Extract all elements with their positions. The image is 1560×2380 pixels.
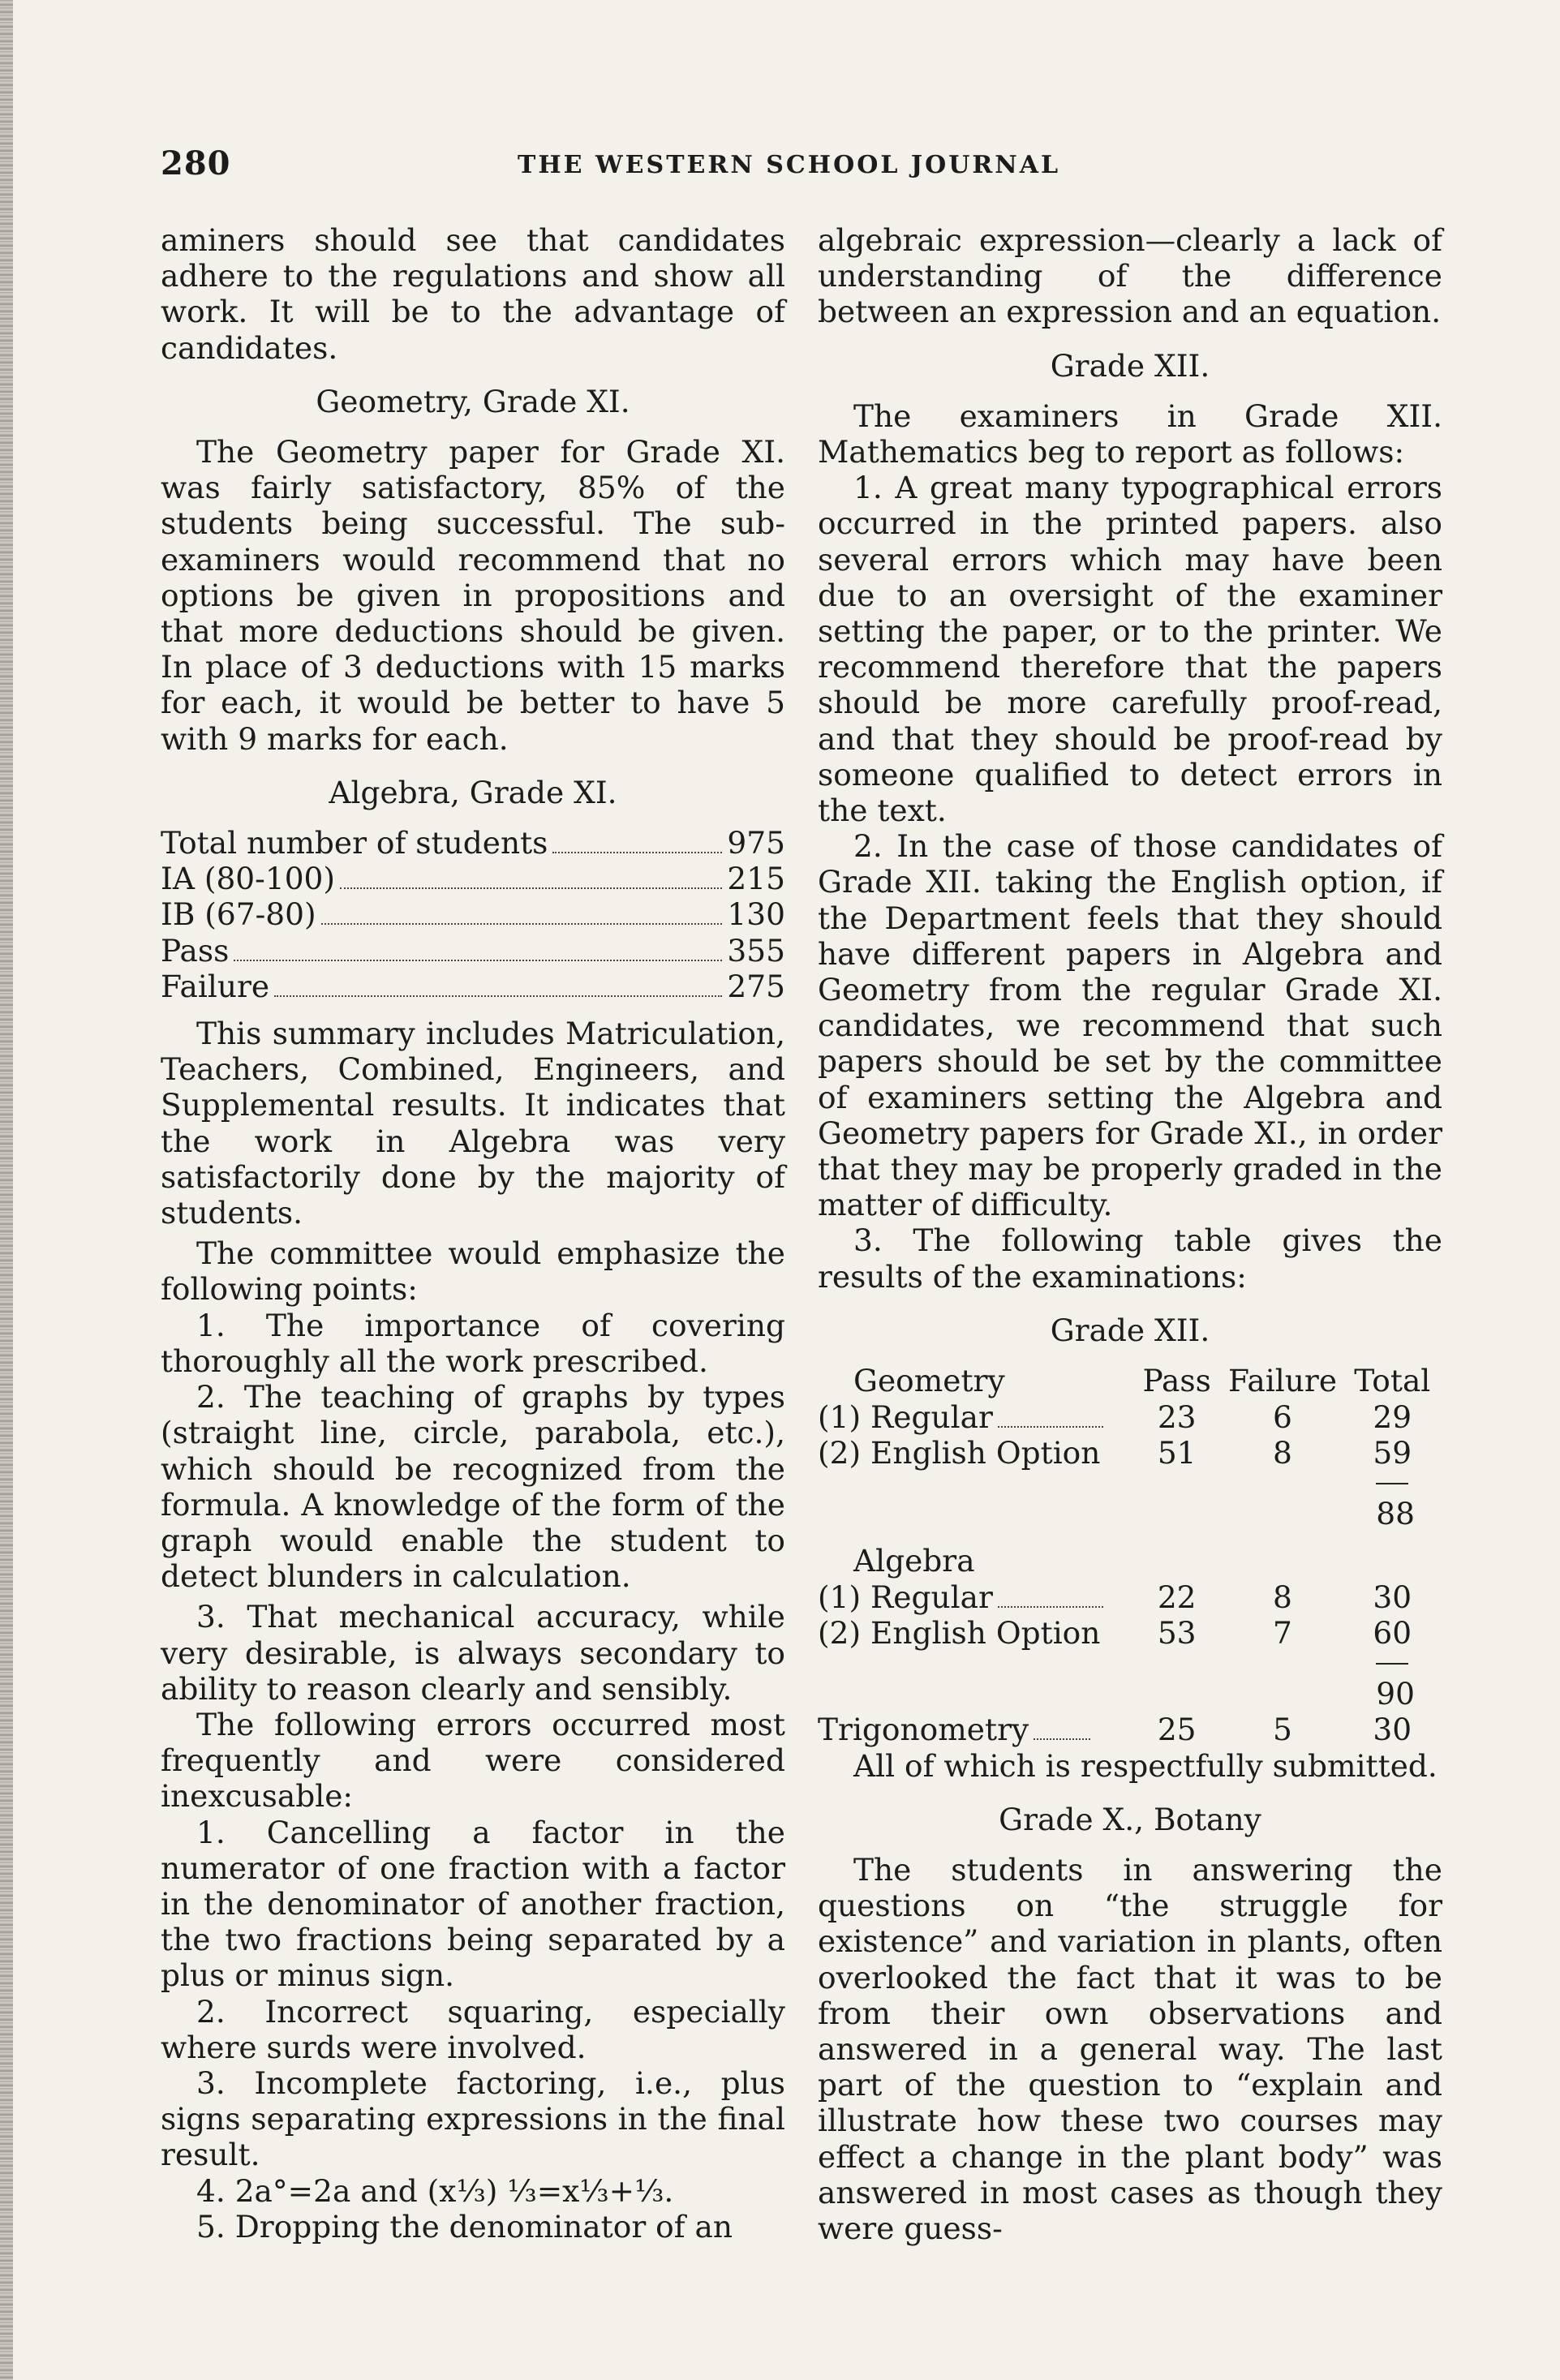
cell-pass: 51 (1157, 1435, 1197, 1471)
stat-label: IB (67-80) (161, 896, 316, 933)
cell-failure: 8 (1273, 1435, 1292, 1471)
formula-part: ) (485, 2172, 508, 2209)
left-column (161, 222, 785, 2245)
stat-label: Pass (161, 932, 230, 969)
dot-leader (234, 960, 722, 961)
column-header: Pass (1142, 1363, 1211, 1399)
list-item: 1. The importance of covering thoroughly all the work prescribed. (161, 1307, 785, 1379)
cell-pass: 23 (1157, 1398, 1197, 1435)
list-item: 3. Incomplete factoring, i.e., plus signs separating expressions in the final result. (161, 2064, 785, 2173)
paragraph-geometry: The Geometry paper for Grade XI. was fairly satisfactory, 85% of the students being successful. The sub-examiners would recommend that no options be given in propositions and that more deductions should be given. In place of 3 deductions with 15 marks for each, it would be better to have 5 with 9 marks for each. (161, 434, 785, 757)
scanned-page-edge (0, 0, 13, 2380)
list-item: 5. Dropping the denominator of an (196, 2208, 733, 2245)
dot-leader (340, 887, 722, 889)
dot-leader (552, 852, 722, 853)
cell-pass: 25 (1157, 1712, 1197, 1748)
stat-row (161, 896, 785, 932)
geometry-heading: Geometry, Grade XI. (316, 383, 630, 419)
stat-label: IA (80-100) (161, 861, 336, 897)
table-row (818, 1399, 1442, 1436)
table-header-row (818, 1363, 1442, 1399)
row-name: (2) English Option (818, 1615, 1101, 1652)
list-item: 1. Cancelling a factor in the numerator of one fraction with a factor in the denominator of another fraction, the two fractions being separated by a plus or minus sign. (161, 1814, 785, 1994)
journal-title: THE WESTERN SCHOOL JOURNAL (518, 151, 1061, 179)
botany-heading: Grade X., Botany (999, 1801, 1261, 1837)
stat-label: Failure (161, 968, 270, 1004)
list-item: 3. The following table gives the results of the examinations: (818, 1222, 1442, 1295)
table-row (818, 1615, 1442, 1652)
list-item-formula (161, 2173, 785, 2209)
stat-row (161, 861, 785, 896)
row-name: Trigonometry (818, 1712, 1029, 1748)
paragraph-emphasize: The committee would emphasize the following points: (161, 1235, 785, 1308)
table-row (818, 1579, 1442, 1616)
stat-value: 275 (727, 968, 785, 1004)
cell-pass: 22 (1157, 1579, 1197, 1615)
paragraph-summary: This summary includes Matriculation, Teachers, Combined, Engineers, and Supplemental results. It indicates that the work in Algebra was very satisfactorily done by the majority of students. (161, 1016, 785, 1231)
cell-total: 59 (1373, 1435, 1412, 1471)
stat-label: Total number of students (161, 825, 548, 861)
list-item: 3. That mechanical accuracy, while very desirable, is always secondary to ability to reason clearly and sensibly. (161, 1599, 785, 1707)
dot-leader (998, 1606, 1103, 1608)
cell-total: 29 (1373, 1398, 1412, 1435)
paragraph-intro: aminers should see that candidates adhere to the regulations and show all work. It will be to the advantage of candidates. (161, 222, 785, 366)
page-number: 280 (161, 144, 231, 183)
cell-failure: 6 (1273, 1398, 1292, 1435)
algebra-stats-list (161, 825, 785, 1004)
algebra-heading: Algebra, Grade XI. (329, 774, 617, 810)
row-name: (1) Regular (818, 1398, 993, 1435)
formula-fraction: ⅓ (507, 2172, 537, 2209)
column-header: Geometry (853, 1363, 1005, 1399)
cell-total: 30 (1373, 1712, 1412, 1748)
dot-leader (274, 995, 722, 997)
cell-failure: 8 (1273, 1579, 1292, 1615)
row-name: (1) Regular (818, 1579, 993, 1615)
paragraph-examiners: The examiners in Grade XII. Mathematics beg to report as follows: (818, 397, 1442, 470)
row-name: (2) English Option (818, 1435, 1101, 1471)
formula-fraction: ⅓ (579, 2172, 609, 2209)
cell-total: 60 (1373, 1615, 1412, 1652)
stat-value: 355 (727, 932, 785, 969)
table-row (818, 1712, 1442, 1748)
list-item: 2. Incorrect squaring, especially where surds were involved. (161, 1993, 785, 2065)
stat-value: 975 (727, 825, 785, 861)
geometry-subtotal: 88 (1376, 1483, 1408, 1532)
table-row (818, 1532, 1442, 1579)
results-table-heading: Grade XII. (1050, 1312, 1210, 1348)
list-item: 2. In the case of those candidates of Grade XII. taking the English option, if the Department feels that they should have different papers in Algebra and Geometry from the regular Grade XI. candidates, we recommend that such papers should be set by the committee of examiners setting the Algebra and Geometry papers for Grade XI., in order that they may be properly graded in the matter of difficulty. (818, 828, 1442, 1223)
cell-failure: 5 (1273, 1712, 1292, 1748)
cell-total: 30 (1373, 1579, 1412, 1615)
stat-value: 215 (727, 861, 785, 897)
dot-leader (321, 923, 723, 925)
dot-leader (1034, 1738, 1090, 1740)
list-item: 2. The teaching of graphs by types (straight line, circle, parabola, etc.), which should be recognized from the formula. A knowledge of the form of the graph would enable the student to detect blunders in calculation. (161, 1379, 785, 1595)
stat-row (161, 933, 785, 969)
stat-row (161, 825, 785, 861)
stat-row (161, 969, 785, 1004)
table-row (818, 1435, 1442, 1471)
algebra-subtotal: 90 (1376, 1663, 1408, 1712)
column-header: Failure (1227, 1363, 1338, 1399)
column-header: Total (1354, 1363, 1431, 1399)
cell-failure: 7 (1273, 1615, 1292, 1652)
formula-fraction: ⅓ (456, 2172, 486, 2209)
grade12-heading: Grade XII. (1050, 347, 1210, 384)
paragraph-continued: algebraic expression—clearly a lack of understanding of the difference between an expression and an equation. (818, 222, 1442, 330)
section-label: Algebra (853, 1543, 975, 1579)
right-column (818, 222, 1442, 2246)
formula-part: 4. 2a°=2a and (x (196, 2172, 457, 2209)
results-table (818, 1363, 1442, 1748)
paragraph-botany: The students in answering the questions on “the struggle for existence” and variation in plants, often overlooked the fact that it was to be from their own observations and answered in a general way. The last part of the question to “explain and illustrate how these two courses may effect a change in the plant body” was answered in most cases as though they were guess- (818, 1852, 1442, 2247)
subtotal-row (818, 1652, 1442, 1712)
paragraph-submitted: All of which is respectfully submitted. (853, 1747, 1438, 1784)
page-header (161, 144, 1442, 193)
formula-part: +⅓. (608, 2172, 674, 2209)
stat-value: 130 (727, 896, 785, 933)
list-item: 1. A great many typographical errors occurred in the printed papers. also several errors which may have been due to an oversight of the examiner setting the paper, or to the printer. We recommend therefore that the papers should be more carefully proof-read, and that they should be proof-read by someone qualified to detect errors in the text. (818, 470, 1442, 829)
subtotal-row (818, 1471, 1442, 1532)
paragraph-errors: The following errors occurred most frequently and were considered inexcusable: (161, 1706, 785, 1815)
cell-pass: 53 (1157, 1615, 1197, 1652)
formula-part: =x (536, 2172, 580, 2209)
dot-leader (998, 1426, 1103, 1428)
